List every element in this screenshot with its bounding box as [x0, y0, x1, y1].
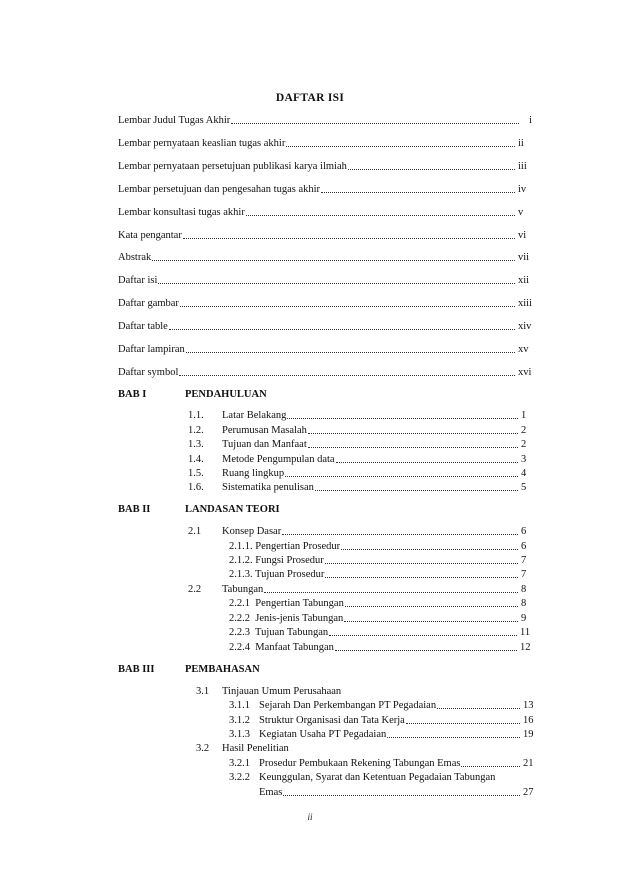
toc-entry-label: Kegiatan Usaha PT Pegadaian: [259, 729, 387, 740]
toc-entry[interactable]: [118, 229, 532, 243]
toc-entry-label: Struktur Organisasi dan Tata Kerja: [259, 715, 405, 726]
leader-dots: [461, 757, 520, 767]
chapter-title: PEMBAHASAN: [185, 664, 260, 675]
leader-dots: [246, 206, 515, 216]
toc-entry-page: iv: [518, 184, 527, 195]
toc-entry-page: iii: [518, 161, 527, 172]
section-number: 1.6.: [188, 482, 204, 493]
toc-entry-page: 21: [523, 758, 534, 769]
toc-entry[interactable]: [188, 453, 529, 467]
toc-entry[interactable]: [229, 641, 532, 655]
leader-dots: [286, 137, 515, 147]
toc-entry[interactable]: [229, 728, 535, 742]
toc-entry-label: Latar Belakang: [222, 410, 287, 421]
section-heading[interactable]: [196, 685, 496, 699]
toc-entry-label: Daftar symbol: [118, 367, 179, 378]
toc-entry-page: 12: [520, 642, 531, 653]
toc-entry[interactable]: [229, 540, 529, 554]
toc-entry[interactable]: [188, 525, 529, 539]
toc-entry[interactable]: [118, 320, 540, 334]
toc-entry-label: Prosedur Pembukaan Rekening Tabungan Emas: [259, 758, 461, 769]
leader-dots: [231, 114, 519, 124]
toc-entry[interactable]: [229, 757, 535, 771]
toc-entry-page: 13: [523, 700, 534, 711]
toc-entry-label: Lembar pernyataan keaslian tugas akhir: [118, 138, 286, 149]
toc-entry-page: 6: [521, 526, 527, 537]
toc-entry[interactable]: [229, 714, 535, 728]
toc-entry-label: 2.1.3. Tujuan Prosedur: [229, 569, 325, 580]
toc-entry-page: 3: [521, 454, 527, 465]
leader-dots: [387, 728, 520, 738]
section-number: 1.3.: [188, 439, 204, 450]
toc-entry[interactable]: [118, 160, 532, 174]
toc-entry-label: Keunggulan, Syarat dan Ketentuan Pegadaian Tabungan: [259, 772, 496, 783]
leader-dots: [308, 438, 518, 448]
chapter-number: BAB III: [118, 664, 155, 675]
leader-dots: [179, 366, 515, 376]
toc-entry[interactable]: [118, 297, 540, 311]
section-number: 1.5.: [188, 468, 204, 479]
toc-entry[interactable]: [118, 137, 532, 151]
toc-entry-label: Emas: [259, 787, 283, 798]
leader-dots: [308, 424, 518, 434]
toc-entry[interactable]: [188, 467, 529, 481]
toc-entry-page: 6: [521, 541, 527, 552]
toc-entry[interactable]: [229, 626, 532, 640]
section-number: 1.1.: [188, 410, 204, 421]
toc-entry-wrapped-line2[interactable]: [259, 786, 535, 800]
toc-entry-page: vi: [518, 230, 527, 241]
toc-entry-label: Ruang lingkup: [222, 468, 285, 479]
leader-dots: [158, 274, 515, 284]
section-heading[interactable]: [196, 742, 496, 756]
toc-entry-label: 2.2.1 Pengertian Tabungan: [229, 598, 344, 609]
toc-entry-label: Daftar lampiran: [118, 344, 185, 355]
toc-entry-label: Daftar gambar: [118, 298, 179, 309]
toc-entry-label: Lembar konsultasi tugas akhir: [118, 207, 245, 218]
leader-dots: [345, 597, 518, 607]
toc-entry-page: v: [518, 207, 524, 218]
toc-entry[interactable]: [118, 114, 532, 128]
toc-entry-page: vii: [518, 252, 530, 263]
leader-dots: [321, 183, 515, 193]
toc-entry[interactable]: [118, 206, 532, 220]
section-number: 3.2: [196, 743, 210, 754]
toc-entry[interactable]: [188, 583, 529, 597]
toc-entry-label: 2.2.2 Jenis-jenis Tabungan: [229, 613, 344, 624]
leader-dots: [186, 343, 515, 353]
toc-entry-page: xiv: [518, 321, 532, 332]
leader-dots: [183, 229, 515, 239]
leader-dots: [287, 409, 518, 419]
chapter-title: LANDASAN TEORI: [185, 504, 280, 515]
leader-dots: [180, 297, 515, 307]
leader-dots: [169, 320, 515, 330]
toc-entry-page: ii: [518, 138, 524, 149]
leader-dots: [152, 251, 515, 261]
toc-entry-label: Sejarah Dan Perkembangan PT Pegadaian: [259, 700, 437, 711]
toc-entry-page: 9: [521, 613, 527, 624]
section-number: 1.2.: [188, 425, 204, 436]
toc-entry[interactable]: [118, 274, 538, 288]
toc-entry-label: Abstrak: [118, 252, 152, 263]
leader-dots: [282, 525, 518, 535]
toc-entry-page: 2: [521, 425, 527, 436]
toc-entry[interactable]: [118, 251, 538, 265]
toc-entry-label: Daftar table: [118, 321, 168, 332]
toc-entry-label: Lembar Judul Tugas Akhir: [118, 115, 231, 126]
toc-entry-page: 5: [521, 482, 527, 493]
toc-entry[interactable]: [229, 554, 529, 568]
toc-entry[interactable]: [188, 424, 529, 438]
chapter-heading[interactable]: [118, 388, 418, 402]
page-title: DAFTAR ISI: [275, 92, 345, 104]
toc-entry-label: Lembar persetujuan dan pengesahan tugas akhir: [118, 184, 321, 195]
leader-dots: [348, 160, 515, 170]
toc-entry-page: 7: [521, 569, 527, 580]
section-number: 2.1: [188, 526, 202, 537]
chapter-heading[interactable]: [118, 663, 418, 677]
toc-entry-page: xiii: [518, 298, 533, 309]
toc-entry-page: xvi: [518, 367, 532, 378]
toc-entry[interactable]: [229, 568, 529, 582]
leader-dots: [325, 568, 518, 578]
toc-entry-page: 7: [521, 555, 527, 566]
leader-dots: [285, 467, 518, 477]
toc-entry[interactable]: [188, 481, 529, 495]
leader-dots: [264, 583, 518, 593]
leader-dots: [335, 641, 517, 651]
chapter-title: PENDAHULUAN: [185, 389, 267, 400]
toc-entry[interactable]: [188, 409, 529, 423]
chapter-number: BAB II: [118, 504, 151, 515]
toc-entry-label: Perumusan Masalah: [222, 425, 307, 436]
toc-entry-label: 2.1.2. Fungsi Prosedur: [229, 555, 324, 566]
toc-entry-page: 11: [520, 627, 531, 638]
toc-entry[interactable]: [188, 438, 529, 452]
leader-dots: [341, 540, 518, 550]
toc-entry[interactable]: [229, 699, 535, 713]
section-number: 3.1.1: [229, 700, 250, 711]
toc-entry-page: 27: [523, 787, 534, 798]
toc-entry-label: Daftar isi: [118, 275, 158, 286]
toc-entry-page: xv: [518, 344, 529, 355]
section-number: 3.1.3: [229, 729, 250, 740]
toc-entry-label: Metode Pengumpulan data: [222, 454, 335, 465]
toc-entry-page: i: [529, 115, 532, 126]
chapter-number: BAB I: [118, 389, 147, 400]
toc-entry-page: 4: [521, 468, 527, 479]
toc-entry-label: Kata pengantar: [118, 230, 182, 241]
section-number: 3.2.1: [229, 758, 250, 769]
toc-entry-label: 2.2.4 Manfaat Tabungan: [229, 642, 334, 653]
section-number: 2.2: [188, 584, 202, 595]
toc-entry-page: 8: [521, 584, 527, 595]
toc-entry[interactable]: [118, 343, 538, 357]
toc-entry-label: Tabungan: [222, 584, 264, 595]
leader-dots: [329, 626, 517, 636]
leader-dots: [406, 714, 520, 724]
toc-entry-label: 2.1.1. Pengertian Prosedur: [229, 541, 341, 552]
toc-entry-label: Konsep Dasar: [222, 526, 282, 537]
chapter-heading[interactable]: [118, 503, 418, 517]
leader-dots: [315, 481, 518, 491]
page-number-footer: ii: [307, 812, 313, 822]
section-number: 3.1.2: [229, 715, 250, 726]
toc-entry-page: 1: [521, 410, 527, 421]
toc-entry-page: 2: [521, 439, 527, 450]
leader-dots: [283, 786, 520, 796]
section-number: 3.1: [196, 686, 210, 697]
toc-entry[interactable]: [118, 183, 532, 197]
toc-entry-label: Lembar pernyataan persetujuan publikasi karya ilmiah: [118, 161, 347, 172]
section-label: Tinjauan Umum Perusahaan: [222, 686, 342, 697]
toc-entry-page: xii: [518, 275, 530, 286]
toc-entry-label: 2.2.3 Tujuan Tabungan: [229, 627, 329, 638]
toc-entry[interactable]: [229, 597, 529, 611]
toc-entry-label: Sistematika penulisan: [222, 482, 314, 493]
section-number: 3.2.2: [229, 772, 250, 783]
toc-entry-page: 8: [521, 598, 527, 609]
toc-entry-page: 19: [523, 729, 534, 740]
toc-entry-wrapped-line1[interactable]: [229, 771, 549, 785]
leader-dots: [437, 699, 520, 709]
toc-entry[interactable]: [118, 366, 540, 380]
toc-entry-label: Tujuan dan Manfaat: [222, 439, 307, 450]
leader-dots: [336, 453, 518, 463]
leader-dots: [325, 554, 518, 564]
leader-dots: [344, 612, 518, 622]
section-label: Hasil Penelitian: [222, 743, 289, 754]
section-number: 1.4.: [188, 454, 204, 465]
toc-entry-page: 16: [523, 715, 534, 726]
toc-entry[interactable]: [229, 612, 529, 626]
